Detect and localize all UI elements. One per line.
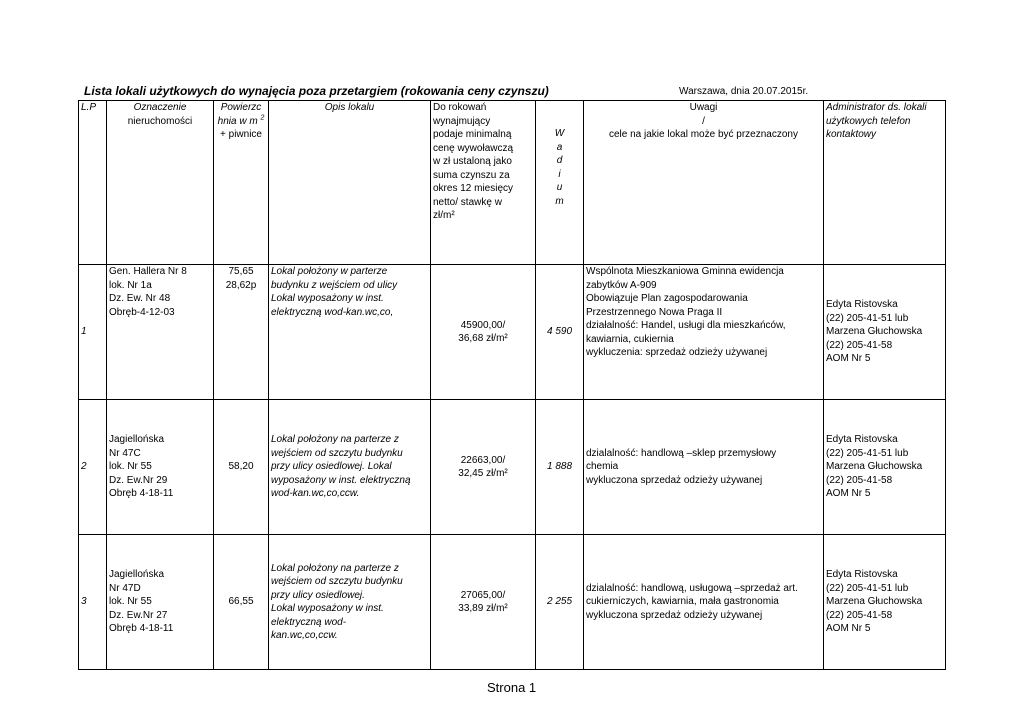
text-line: 75,65 — [228, 266, 254, 277]
text-line: Edyta Ristovska — [826, 434, 898, 446]
text-line: chemia — [586, 461, 619, 473]
header-oznaczenie: Oznaczenie nieruchomości — [107, 101, 214, 265]
cell-uwagi — [584, 265, 824, 400]
text-line: użytkowych telefon — [826, 115, 911, 127]
text-line: elektryczną wod-kan.wc,co, — [271, 306, 394, 318]
lokale-table — [78, 100, 946, 670]
text-line: zabytków A-909 — [586, 279, 657, 291]
text-line: dzialalność: handlową, usługową –sprzedaż art. — [586, 582, 798, 594]
text-line: Marzena Głuchowska — [826, 326, 923, 338]
text-line: AOM Nr 5 — [826, 488, 871, 500]
header-wadium — [536, 101, 584, 265]
cell-cena — [431, 265, 536, 400]
text-line: przy ulicy osiedlowej. Lokal — [271, 461, 392, 473]
text-line: 36,68 zł/m² — [458, 333, 508, 344]
text-line: Do rokowań — [433, 102, 487, 113]
text-line: cenę wywoławczą — [433, 142, 514, 154]
text-line: wod-kan.wc,co,ccw. — [271, 488, 360, 500]
text-line: działalność: Handel, usługi dla mieszkańców, — [586, 320, 786, 331]
text-line: (22) 205-41-51 lub — [826, 447, 909, 459]
text-line: Edyta Ristovska — [826, 569, 898, 581]
text-line: 28,62p — [225, 279, 257, 291]
text-line: wynajmujący — [433, 115, 491, 127]
cell-powierzchnia — [214, 265, 269, 400]
cell-opis — [269, 265, 431, 400]
text-line: wejściem od szczytu budynku — [271, 576, 403, 587]
cell-oznaczenie — [107, 265, 214, 400]
text-line: a — [556, 141, 563, 153]
cell-wadium: 1 888 — [536, 400, 584, 535]
header-opis: Opis lokalu — [269, 101, 431, 265]
text-line: (22) 205-41-58 — [826, 474, 893, 486]
header-uwagi: Uwagi / cele na jakie lokal może być przeznaczony — [584, 101, 824, 265]
document-date: Warszawa, dnia 20.07.2015r. — [679, 86, 809, 97]
table-header-row — [79, 101, 946, 265]
text-line: (22) 205-41-51 lub — [826, 312, 909, 324]
text-line: 33,89 zł/m² — [458, 603, 508, 614]
text-line: Jagiellońska — [109, 434, 165, 446]
cell-opis — [269, 400, 431, 535]
text-line: Lokal położony w parterze — [271, 266, 388, 277]
text-line: (22) 205-41-58 — [826, 339, 893, 351]
text-line: (22) 205-41-58 — [826, 609, 893, 621]
cell-lp: 1 — [79, 265, 107, 400]
cell-powierzchnia — [214, 535, 269, 670]
cell-cena — [431, 535, 536, 670]
text-line: kan.wc,co,ccw. — [271, 630, 338, 641]
text-line: m — [555, 195, 564, 207]
text-line: cukierniczych, kawiarnia, mała gastronomia — [586, 596, 779, 608]
cell-wadium: 4 590 — [536, 265, 584, 400]
header-rokowan — [431, 101, 536, 265]
cell-uwagi — [584, 400, 824, 535]
text-line: Lokal wyposażony w inst. — [271, 603, 384, 614]
cell-admin — [824, 535, 946, 670]
text-line: kawiarnia, cukiernia — [586, 333, 674, 345]
header-powierzchnia: Powierzc hnia w m $^2$ + piwnice — [214, 101, 269, 265]
text-line: Lokal położony na parterze z — [271, 562, 399, 574]
document-title: Lista lokali użytkowych do wynajęcia poza przetargiem (rokowania ceny czynszu) — [84, 84, 549, 98]
text-line: w zł ustaloną jako — [433, 156, 512, 167]
text-line: Marzena Głuchowska — [826, 596, 923, 608]
text-line: Lokal wyposażony w inst. — [271, 293, 384, 304]
text-line: Dz. Ew.Nr 29 — [109, 474, 168, 486]
text-line: dzialalność: handlową –sklep przemysłowy — [586, 447, 777, 459]
text-line: Lokal położony na parterze z — [271, 434, 399, 446]
text-line: podaje minimalną — [433, 129, 512, 140]
text-line: lok. Nr 1a — [109, 279, 152, 291]
cell-cena — [431, 400, 536, 535]
text-line: AOM Nr 5 — [826, 353, 871, 365]
text-line: wyposażony w inst. elektryczną — [271, 474, 411, 486]
cell-wadium: 2 255 — [536, 535, 584, 670]
text-line: Edyta Ristovska — [826, 299, 898, 311]
text-line: wejściem od szczytu budynku — [271, 447, 403, 459]
text-line: lok. Nr 55 — [109, 596, 152, 608]
text-line: Nr 47C — [109, 447, 141, 459]
text-line: u — [556, 182, 563, 193]
cell-oznaczenie — [107, 400, 214, 535]
text-line: 58,20 — [228, 461, 254, 473]
text-line: okres 12 miesięcy — [433, 183, 514, 194]
cell-lp: 2 — [79, 400, 107, 535]
cell-opis — [269, 535, 431, 670]
text-line: lok. Nr 55 — [109, 461, 152, 473]
text-line: wykluczenia: sprzedaż odzieży używanej — [586, 347, 768, 358]
text-line: W — [554, 128, 565, 139]
text-line: Jagiellońska — [109, 569, 165, 581]
text-line: Wspólnota Mieszkaniowa Gminna ewidencja — [586, 266, 784, 277]
cell-admin — [824, 265, 946, 400]
cell-powierzchnia — [214, 400, 269, 535]
page-footer: Strona 1 — [487, 680, 537, 695]
header-lp: L.P — [79, 101, 107, 265]
text-line: budynku z wejściem od ulicy — [271, 279, 398, 291]
text-line: Obręb 4-18-11 — [109, 488, 174, 500]
text-line: elektryczną wod- — [271, 616, 347, 628]
text-line: zł/m² — [433, 210, 455, 221]
text-line: Obowiązuje Plan zagospodarowania — [586, 293, 748, 304]
text-line: i — [558, 168, 561, 180]
text-line: d — [556, 155, 563, 166]
text-line: Marzena Głuchowska — [826, 461, 923, 473]
text-line: wykluczona sprzedaż odzieży używanej — [586, 609, 763, 621]
table-row — [79, 400, 946, 535]
text-line: przy ulicy osiedlowej. — [271, 589, 365, 601]
cell-admin — [824, 400, 946, 535]
text-line: Dz. Ew.Nr 27 — [109, 609, 168, 621]
text-line: Dz. Ew. Nr 48 — [109, 293, 171, 304]
text-line: suma czynszu za — [433, 169, 510, 181]
cell-lp: 3 — [79, 535, 107, 670]
text-line: AOM Nr 5 — [826, 623, 871, 635]
text-line: 45900,00/ — [460, 319, 506, 331]
header-admin — [824, 101, 946, 265]
text-line: Administrator ds. lokali — [826, 102, 927, 113]
text-line: netto/ stawkę w — [433, 196, 502, 208]
text-line: (22) 205-41-51 lub — [826, 582, 909, 594]
text-line: 32,45 zł/m² — [458, 468, 508, 479]
text-line: Przestrzennego Nowa Praga II — [586, 306, 723, 318]
cell-uwagi — [584, 535, 824, 670]
text-line: kontaktowy — [826, 129, 877, 140]
text-line: Obręb-4-12-03 — [109, 306, 175, 318]
text-line: Nr 47D — [109, 582, 141, 594]
text-line: Obręb 4-18-11 — [109, 623, 174, 635]
cell-oznaczenie — [107, 535, 214, 670]
text-line: 27065,00/ — [460, 589, 506, 601]
table-row — [79, 265, 946, 400]
text-line: Gen. Hallera Nr 8 — [109, 266, 187, 277]
text-line: wykluczona sprzedaż odzieży używanej — [586, 474, 763, 486]
text-line: 66,55 — [228, 596, 254, 608]
table-row — [79, 535, 946, 670]
text-line: 22663,00/ — [460, 454, 506, 466]
